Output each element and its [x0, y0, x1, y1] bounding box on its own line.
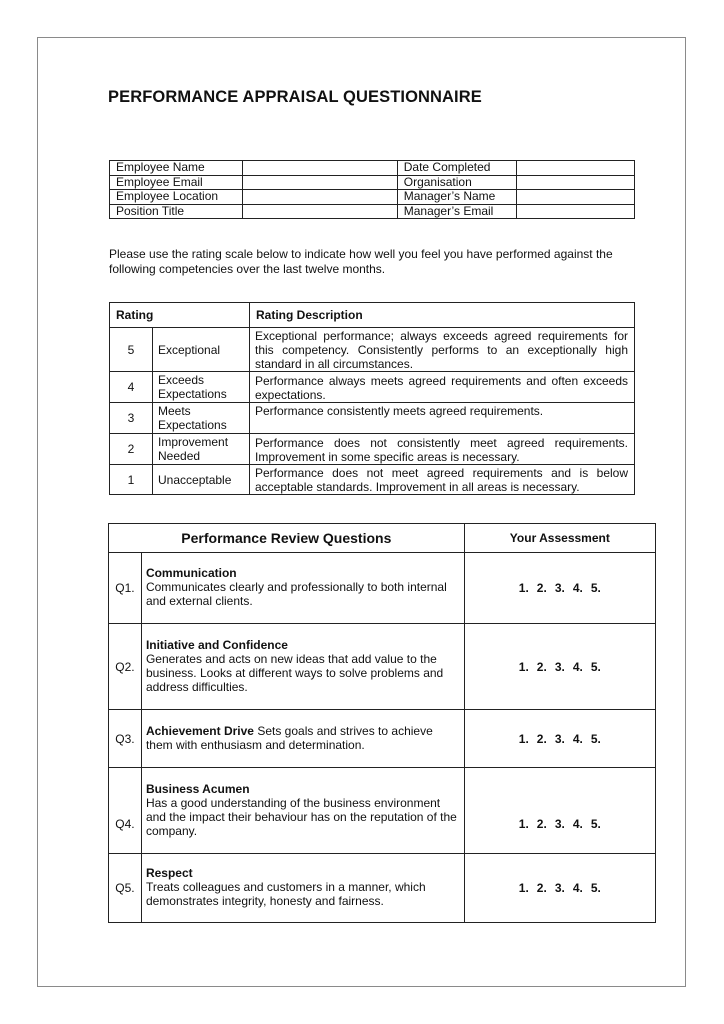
table-row	[110, 434, 635, 465]
score-option-2[interactable]: 2.	[536, 817, 547, 831]
score-option-2[interactable]: 2.	[536, 581, 547, 595]
question-text	[141, 624, 464, 710]
question-description: Generates and acts on new ideas that add value to the business. Looks at different ways to solve problems and address difficulties.	[145, 651, 444, 694]
score-option-2[interactable]: 2.	[536, 731, 547, 746]
info-label: Organisation	[397, 175, 516, 190]
rating-label: Meets Expectations	[153, 403, 250, 434]
score-option-3[interactable]: 3.	[554, 659, 565, 674]
rating-number: 4	[110, 372, 153, 403]
score-option-5[interactable]: 5.	[590, 731, 601, 746]
score-option-4[interactable]: 4.	[572, 659, 583, 674]
assessment-scale	[464, 710, 655, 768]
question-text	[141, 553, 464, 624]
rating-number: 5	[110, 328, 153, 372]
score-option-4[interactable]: 4.	[572, 817, 583, 831]
score-option-1[interactable]: 1.	[518, 881, 529, 895]
question-heading: Achievement Drive	[145, 723, 254, 738]
info-label: Manager’s Email	[397, 204, 516, 219]
table-row	[110, 204, 635, 219]
question-row	[109, 624, 656, 710]
managers-email-field[interactable]	[516, 204, 634, 219]
score-option-2[interactable]: 2.	[536, 659, 547, 674]
employee-email-field[interactable]	[243, 175, 397, 190]
table-header-row	[110, 303, 635, 328]
info-label: Employee Email	[110, 175, 243, 190]
managers-name-field[interactable]	[516, 190, 634, 205]
score-option-1[interactable]: 1.	[518, 817, 529, 831]
question-description: Communicates clearly and professionally to both internal and external clients.	[145, 580, 447, 608]
question-row	[109, 710, 656, 768]
question-text	[141, 854, 464, 923]
date-completed-field[interactable]	[516, 161, 634, 176]
info-label: Manager’s Name	[397, 190, 516, 205]
question-number: Q4.	[109, 768, 142, 854]
score-option-5[interactable]: 5.	[590, 581, 601, 595]
question-heading: Communication	[145, 566, 237, 580]
table-row	[110, 403, 635, 434]
score-option-1[interactable]: 1.	[518, 731, 529, 746]
score-option-5[interactable]: 5.	[590, 817, 601, 831]
rating-number: 2	[110, 434, 153, 465]
question-text	[141, 710, 464, 768]
question-number: Q2.	[109, 624, 142, 710]
rating-label: Unacceptable	[153, 465, 250, 495]
assessment-scale	[464, 854, 655, 923]
rating-description: Performance does not consistently meet agreed requirements. Improvement in some specific areas is necessary.	[250, 434, 635, 465]
table-row	[110, 465, 635, 495]
score-option-3[interactable]: 3.	[554, 817, 565, 831]
rating-label: Exceptional	[153, 328, 250, 372]
score-option-3[interactable]: 3.	[554, 731, 565, 746]
score-option-5[interactable]: 5.	[590, 881, 601, 895]
assessment-scale	[464, 768, 655, 854]
info-label: Employee Name	[110, 161, 243, 176]
page-title: PERFORMANCE APPRAISAL QUESTIONNAIRE	[108, 88, 482, 106]
table-row	[110, 161, 635, 176]
score-option-1[interactable]: 1.	[518, 581, 529, 595]
rating-label: Exceeds Expectations	[153, 372, 250, 403]
rating-description-header: Rating Description	[250, 303, 635, 328]
score-option-1[interactable]: 1.	[518, 659, 529, 674]
info-label: Date Completed	[397, 161, 516, 176]
performance-review-table	[108, 523, 656, 923]
question-number: Q5.	[109, 854, 142, 923]
employee-location-field[interactable]	[243, 190, 397, 205]
score-option-2[interactable]: 2.	[536, 881, 547, 895]
rating-number: 1	[110, 465, 153, 495]
assessment-scale	[464, 624, 655, 710]
score-option-4[interactable]: 4.	[572, 581, 583, 595]
rating-label: Improvement Needed	[153, 434, 250, 465]
employee-info-table	[109, 160, 635, 219]
employee-name-field[interactable]	[243, 161, 397, 176]
rating-description: Performance always meets agreed requirements and often exceeds expectations.	[250, 372, 635, 403]
rating-scale-table	[109, 302, 635, 495]
table-row	[110, 328, 635, 372]
rating-header: Rating	[110, 303, 250, 328]
question-row	[109, 854, 656, 923]
question-heading: Respect	[145, 866, 193, 880]
score-option-4[interactable]: 4.	[572, 881, 583, 895]
intro-text: Please use the rating scale below to indicate how well you feel you have performed against the following competencies over the last twelve months.	[109, 247, 613, 276]
question-description: Has a good understanding of the business environment and the impact their behaviour has on the reputation of the company.	[145, 795, 457, 838]
assessment-scale	[464, 553, 655, 624]
questions-header: Performance Review Questions	[109, 524, 465, 553]
score-option-4[interactable]: 4.	[572, 731, 583, 746]
score-option-5[interactable]: 5.	[590, 659, 601, 674]
rating-description: Exceptional performance; always exceeds agreed requirements for this competency. Consistently performs to an exceptionally high standard in all circumstances.	[250, 328, 635, 372]
score-option-3[interactable]: 3.	[554, 881, 565, 895]
question-row	[109, 768, 656, 854]
rating-number: 3	[110, 403, 153, 434]
rating-description: Performance consistently meets agreed requirements.	[250, 403, 635, 434]
assessment-header: Your Assessment	[464, 524, 655, 553]
question-number: Q3.	[109, 710, 142, 768]
position-title-field[interactable]	[243, 204, 397, 219]
table-header-row	[109, 524, 656, 553]
question-description: Sets goals and strives to achieve them with enthusiasm and determination.	[145, 723, 433, 752]
score-option-3[interactable]: 3.	[554, 581, 565, 595]
table-row	[110, 372, 635, 403]
table-row	[110, 190, 635, 205]
question-heading: Initiative and Confidence	[145, 637, 288, 652]
question-number: Q1.	[109, 553, 142, 624]
rating-description: Performance does not meet agreed requirements and is below acceptable standards. Improvement in all areas is necessary.	[250, 465, 635, 495]
question-description: Treats colleagues and customers in a manner, which demonstrates integrity, honesty and fairness.	[145, 880, 426, 908]
question-heading: Business Acumen	[145, 781, 250, 796]
info-label: Position Title	[110, 204, 243, 219]
info-label: Employee Location	[110, 190, 243, 205]
question-row	[109, 553, 656, 624]
table-row	[110, 175, 635, 190]
organisation-field[interactable]	[516, 175, 634, 190]
question-text	[141, 768, 464, 854]
